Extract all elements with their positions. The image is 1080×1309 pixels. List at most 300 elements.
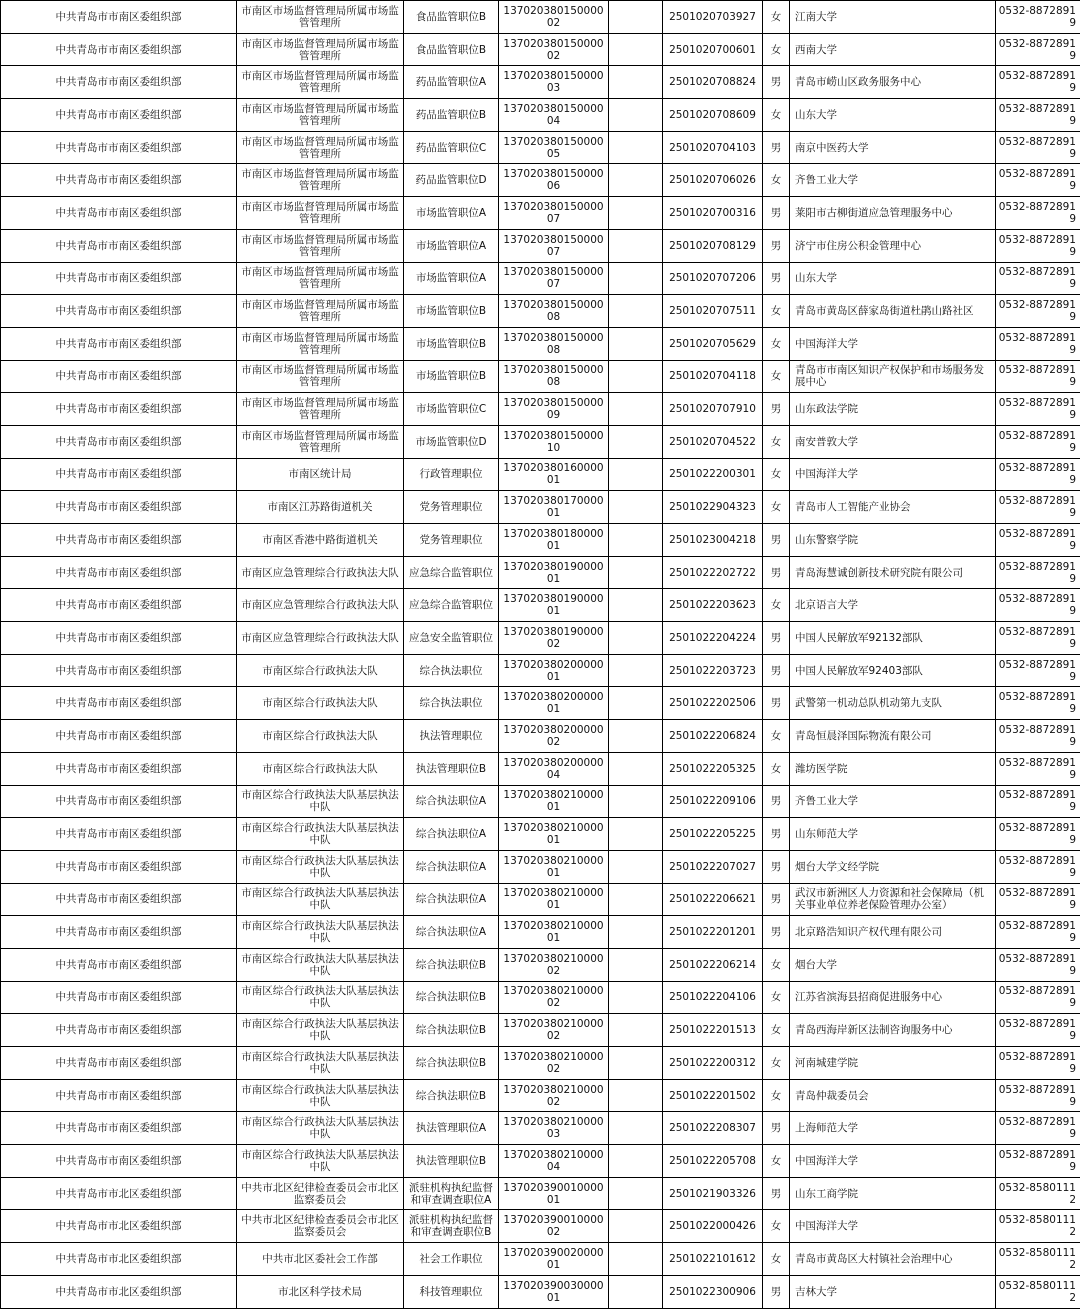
table-row	[1, 197, 1080, 230]
position-code-cell: 13702039002000001	[499, 1243, 609, 1276]
recruiting-dept-cell: 中共青岛市市南区委组织部	[1, 883, 237, 916]
recruiting-dept-cell: 中共青岛市市南区委组织部	[1, 295, 237, 328]
employer-cell: 市南区综合行政执法大队基层执法中队	[237, 850, 404, 883]
position-code-cell: 13702038021000001	[499, 883, 609, 916]
position-cell: 市场监管职位C	[404, 393, 499, 426]
blank-cell	[609, 1243, 663, 1276]
employer-cell: 中共市北区委社会工作部	[237, 1243, 404, 1276]
workplace-cell: 吉林大学	[790, 1275, 996, 1308]
phone-cell: 0532-88728919	[996, 589, 1080, 622]
employer-cell: 市南区综合行政执法大队	[237, 654, 404, 687]
table-row	[1, 1275, 1080, 1308]
blank-cell	[609, 818, 663, 851]
position-code-cell: 13702038021000001	[499, 818, 609, 851]
exam-id-cell: 2501022205325	[663, 752, 763, 785]
recruiting-dept-cell: 中共青岛市市南区委组织部	[1, 589, 237, 622]
position-code-cell: 13702038019000002	[499, 622, 609, 655]
workplace-cell: 江苏省滨海县招商促进服务中心	[790, 981, 996, 1014]
phone-cell: 0532-88728919	[996, 850, 1080, 883]
table-row	[1, 687, 1080, 720]
recruiting-dept-cell: 中共青岛市市南区委组织部	[1, 360, 237, 393]
position-code-cell: 13702038015000009	[499, 393, 609, 426]
recruiting-dept-cell: 中共青岛市市南区委组织部	[1, 1112, 237, 1145]
table-row	[1, 1014, 1080, 1047]
table-row	[1, 425, 1080, 458]
recruiting-dept-cell: 中共青岛市市南区委组织部	[1, 33, 237, 66]
employer-cell: 中共市北区纪律检查委员会市北区监察委员会	[237, 1177, 404, 1210]
blank-cell	[609, 33, 663, 66]
workplace-cell: 山东师范大学	[790, 818, 996, 851]
gender-cell: 男	[763, 229, 790, 262]
exam-id-cell: 2501022200301	[663, 458, 763, 491]
position-cell: 执法管理职位	[404, 720, 499, 753]
exam-id-cell: 2501020707910	[663, 393, 763, 426]
position-code-cell: 13702038021000001	[499, 850, 609, 883]
position-code-cell: 13702038020000004	[499, 752, 609, 785]
workplace-cell: 中国海洋大学	[790, 1210, 996, 1243]
workplace-cell: 烟台大学	[790, 948, 996, 981]
blank-cell	[609, 1275, 663, 1308]
employer-cell: 市南区综合行政执法大队基层执法中队	[237, 1145, 404, 1178]
recruiting-dept-cell: 中共青岛市市南区委组织部	[1, 99, 237, 132]
recruiting-dept-cell: 中共青岛市市南区委组织部	[1, 458, 237, 491]
workplace-cell: 中国海洋大学	[790, 1145, 996, 1178]
blank-cell	[609, 981, 663, 1014]
exam-id-cell: 2501022206824	[663, 720, 763, 753]
gender-cell: 女	[763, 295, 790, 328]
position-cell: 市场监管职位A	[404, 262, 499, 295]
table-row	[1, 622, 1080, 655]
phone-cell: 0532-88728919	[996, 948, 1080, 981]
employer-cell: 市南区综合行政执法大队基层执法中队	[237, 1014, 404, 1047]
blank-cell	[609, 1210, 663, 1243]
phone-cell: 0532-88728919	[996, 524, 1080, 557]
table-row	[1, 524, 1080, 557]
position-code-cell: 13702038015000005	[499, 131, 609, 164]
exam-id-cell: 2501020707511	[663, 295, 763, 328]
phone-cell: 0532-88728919	[996, 818, 1080, 851]
exam-id-cell: 2501023004218	[663, 524, 763, 557]
position-cell: 综合执法职位A	[404, 850, 499, 883]
exam-id-cell: 2501022201513	[663, 1014, 763, 1047]
workplace-cell: 中国人民解放军92403部队	[790, 654, 996, 687]
position-cell: 党务管理职位	[404, 491, 499, 524]
blank-cell	[609, 1079, 663, 1112]
position-cell: 派驻机构执纪监督和审查调查职位A	[404, 1177, 499, 1210]
phone-cell: 0532-88728919	[996, 720, 1080, 753]
workplace-cell: 青岛市市南区知识产权保护和市场服务发展中心	[790, 360, 996, 393]
phone-cell: 0532-88728919	[996, 327, 1080, 360]
table-row	[1, 850, 1080, 883]
employer-cell: 市南区市场监督管理局所属市场监管管理所	[237, 1, 404, 34]
employer-cell: 市南区市场监督管理局所属市场监管管理所	[237, 164, 404, 197]
position-cell: 市场监管职位A	[404, 229, 499, 262]
workplace-cell: 青岛海慧诚创新技术研究院有限公司	[790, 556, 996, 589]
employer-cell: 市南区综合行政执法大队	[237, 687, 404, 720]
employer-cell: 市北区科学技术局	[237, 1275, 404, 1308]
workplace-cell: 潍坊医学院	[790, 752, 996, 785]
exam-id-cell: 2501022209106	[663, 785, 763, 818]
gender-cell: 女	[763, 1210, 790, 1243]
blank-cell	[609, 883, 663, 916]
exam-id-cell: 2501020700316	[663, 197, 763, 230]
gender-cell: 女	[763, 589, 790, 622]
table-row	[1, 1079, 1080, 1112]
recruiting-dept-cell: 中共青岛市市南区委组织部	[1, 981, 237, 1014]
employer-cell: 市南区综合行政执法大队基层执法中队	[237, 1079, 404, 1112]
gender-cell: 女	[763, 164, 790, 197]
position-code-cell: 13702038021000002	[499, 1047, 609, 1080]
employer-cell: 市南区综合行政执法大队基层执法中队	[237, 981, 404, 1014]
exam-id-cell: 2501022208307	[663, 1112, 763, 1145]
position-cell: 科技管理职位	[404, 1275, 499, 1308]
table-row	[1, 720, 1080, 753]
blank-cell	[609, 1, 663, 34]
workplace-cell: 山东大学	[790, 99, 996, 132]
recruiting-dept-cell: 中共青岛市市南区委组织部	[1, 425, 237, 458]
position-code-cell: 13702038016000001	[499, 458, 609, 491]
employer-cell: 市南区综合行政执法大队	[237, 720, 404, 753]
phone-cell: 0532-85801112	[996, 1275, 1080, 1308]
gender-cell: 女	[763, 948, 790, 981]
position-cell: 综合执法职位B	[404, 1079, 499, 1112]
table-row	[1, 883, 1080, 916]
gender-cell: 女	[763, 1014, 790, 1047]
position-cell: 综合执法职位	[404, 654, 499, 687]
blank-cell	[609, 99, 663, 132]
phone-cell: 0532-88728919	[996, 99, 1080, 132]
position-cell: 综合执法职位B	[404, 981, 499, 1014]
phone-cell: 0532-88728919	[996, 458, 1080, 491]
table-row	[1, 1, 1080, 34]
recruiting-dept-cell: 中共青岛市市南区委组织部	[1, 687, 237, 720]
recruiting-dept-cell: 中共青岛市市南区委组织部	[1, 1145, 237, 1178]
employer-cell: 市南区综合行政执法大队基层执法中队	[237, 1047, 404, 1080]
position-code-cell: 13702038021000002	[499, 1014, 609, 1047]
employer-cell: 市南区综合行政执法大队基层执法中队	[237, 818, 404, 851]
gender-cell: 女	[763, 1145, 790, 1178]
position-cell: 执法管理职位B	[404, 752, 499, 785]
blank-cell	[609, 556, 663, 589]
exam-id-cell: 2501022904323	[663, 491, 763, 524]
phone-cell: 0532-85801112	[996, 1177, 1080, 1210]
table-row	[1, 785, 1080, 818]
exam-id-cell: 2501022203723	[663, 654, 763, 687]
recruiting-dept-cell: 中共青岛市市南区委组织部	[1, 327, 237, 360]
exam-id-cell: 2501020706026	[663, 164, 763, 197]
exam-id-cell: 2501020700601	[663, 33, 763, 66]
recruiting-dept-cell: 中共青岛市市南区委组织部	[1, 654, 237, 687]
position-code-cell: 13702038015000007	[499, 262, 609, 295]
gender-cell: 男	[763, 850, 790, 883]
position-cell: 综合执法职位A	[404, 916, 499, 949]
phone-cell: 0532-88728919	[996, 752, 1080, 785]
employer-cell: 中共市北区纪律检查委员会市北区监察委员会	[237, 1210, 404, 1243]
gender-cell: 男	[763, 1112, 790, 1145]
position-code-cell: 13702039001000002	[499, 1210, 609, 1243]
recruiting-dept-cell: 中共青岛市市北区委组织部	[1, 1210, 237, 1243]
exam-id-cell: 2501020704522	[663, 425, 763, 458]
table-row	[1, 981, 1080, 1014]
employer-cell: 市南区市场监督管理局所属市场监管管理所	[237, 197, 404, 230]
position-code-cell: 13702039001000001	[499, 1177, 609, 1210]
position-cell: 综合执法职位B	[404, 1047, 499, 1080]
blank-cell	[609, 66, 663, 99]
phone-cell: 0532-88728919	[996, 1079, 1080, 1112]
blank-cell	[609, 916, 663, 949]
exam-id-cell: 2501022205225	[663, 818, 763, 851]
gender-cell: 女	[763, 720, 790, 753]
gender-cell: 男	[763, 556, 790, 589]
recruiting-dept-cell: 中共青岛市市南区委组织部	[1, 393, 237, 426]
employer-cell: 市南区市场监督管理局所属市场监管管理所	[237, 99, 404, 132]
recruiting-dept-cell: 中共青岛市市南区委组织部	[1, 785, 237, 818]
exam-id-cell: 2501020703927	[663, 1, 763, 34]
blank-cell	[609, 197, 663, 230]
workplace-cell: 武警第一机动总队机动第九支队	[790, 687, 996, 720]
workplace-cell: 济宁市住房公积金管理中心	[790, 229, 996, 262]
workplace-cell: 烟台大学文经学院	[790, 850, 996, 883]
exam-id-cell: 2501020704103	[663, 131, 763, 164]
phone-cell: 0532-88728919	[996, 687, 1080, 720]
phone-cell: 0532-85801112	[996, 1243, 1080, 1276]
position-code-cell: 13702038015000008	[499, 360, 609, 393]
recruiting-dept-cell: 中共青岛市市南区委组织部	[1, 491, 237, 524]
exam-id-cell: 2501020704118	[663, 360, 763, 393]
exam-id-cell: 2501022200312	[663, 1047, 763, 1080]
workplace-cell: 上海师范大学	[790, 1112, 996, 1145]
table-row	[1, 752, 1080, 785]
position-code-cell: 13702038021000004	[499, 1145, 609, 1178]
recruiting-dept-cell: 中共青岛市市南区委组织部	[1, 948, 237, 981]
phone-cell: 0532-88728919	[996, 1145, 1080, 1178]
phone-cell: 0532-88728919	[996, 916, 1080, 949]
exam-id-cell: 2501022206214	[663, 948, 763, 981]
recruiting-dept-cell: 中共青岛市市南区委组织部	[1, 752, 237, 785]
gender-cell: 女	[763, 1047, 790, 1080]
blank-cell	[609, 1047, 663, 1080]
position-cell: 市场监管职位B	[404, 360, 499, 393]
gender-cell: 女	[763, 981, 790, 1014]
workplace-cell: 河南城建学院	[790, 1047, 996, 1080]
recruiting-dept-cell: 中共青岛市市南区委组织部	[1, 164, 237, 197]
table-row	[1, 131, 1080, 164]
blank-cell	[609, 1014, 663, 1047]
workplace-cell: 齐鲁工业大学	[790, 785, 996, 818]
position-cell: 市场监管职位B	[404, 327, 499, 360]
position-code-cell: 13702038019000001	[499, 556, 609, 589]
gender-cell: 男	[763, 66, 790, 99]
employer-cell: 市南区香港中路街道机关	[237, 524, 404, 557]
exam-id-cell: 2501022101612	[663, 1243, 763, 1276]
employer-cell: 市南区应急管理综合行政执法大队	[237, 556, 404, 589]
position-cell: 食品监管职位B	[404, 33, 499, 66]
recruiting-dept-cell: 中共青岛市市南区委组织部	[1, 262, 237, 295]
employer-cell: 市南区应急管理综合行政执法大队	[237, 589, 404, 622]
table-row	[1, 1047, 1080, 1080]
phone-cell: 0532-88728919	[996, 981, 1080, 1014]
table-row	[1, 327, 1080, 360]
exam-id-cell: 2501022203623	[663, 589, 763, 622]
phone-cell: 0532-88728919	[996, 1014, 1080, 1047]
recruiting-dept-cell: 中共青岛市市北区委组织部	[1, 1275, 237, 1308]
workplace-cell: 山东工商学院	[790, 1177, 996, 1210]
blank-cell	[609, 131, 663, 164]
position-cell: 市场监管职位B	[404, 295, 499, 328]
position-cell: 食品监管职位B	[404, 1, 499, 34]
phone-cell: 0532-88728919	[996, 1, 1080, 34]
table-row	[1, 1112, 1080, 1145]
position-cell: 市场监管职位D	[404, 425, 499, 458]
blank-cell	[609, 295, 663, 328]
phone-cell: 0532-88728919	[996, 229, 1080, 262]
workplace-cell: 北京路浩知识产权代理有限公司	[790, 916, 996, 949]
phone-cell: 0532-88728919	[996, 66, 1080, 99]
phone-cell: 0532-88728919	[996, 1112, 1080, 1145]
blank-cell	[609, 458, 663, 491]
position-code-cell: 13702038015000008	[499, 295, 609, 328]
position-code-cell: 13702038017000001	[499, 491, 609, 524]
employer-cell: 市南区综合行政执法大队基层执法中队	[237, 948, 404, 981]
workplace-cell: 青岛市黄岛区大村镇社会治理中心	[790, 1243, 996, 1276]
recruiting-dept-cell: 中共青岛市市南区委组织部	[1, 1079, 237, 1112]
employer-cell: 市南区市场监督管理局所属市场监管管理所	[237, 131, 404, 164]
exam-id-cell: 2501020708129	[663, 229, 763, 262]
employer-cell: 市南区综合行政执法大队	[237, 752, 404, 785]
blank-cell	[609, 1112, 663, 1145]
workplace-cell: 青岛仲裁委员会	[790, 1079, 996, 1112]
position-code-cell: 13702038021000001	[499, 785, 609, 818]
gender-cell: 男	[763, 785, 790, 818]
gender-cell: 女	[763, 752, 790, 785]
position-cell: 综合执法职位A	[404, 818, 499, 851]
phone-cell: 0532-88728919	[996, 425, 1080, 458]
gender-cell: 男	[763, 818, 790, 851]
employer-cell: 市南区综合行政执法大队基层执法中队	[237, 916, 404, 949]
phone-cell: 0532-88728919	[996, 33, 1080, 66]
employer-cell: 市南区市场监督管理局所属市场监管管理所	[237, 33, 404, 66]
exam-id-cell: 2501022202722	[663, 556, 763, 589]
employer-cell: 市南区市场监督管理局所属市场监管管理所	[237, 327, 404, 360]
blank-cell	[609, 687, 663, 720]
employer-cell: 市南区市场监督管理局所属市场监管管理所	[237, 393, 404, 426]
phone-cell: 0532-88728919	[996, 1047, 1080, 1080]
position-code-cell: 13702038015000007	[499, 197, 609, 230]
exam-id-cell: 2501022205708	[663, 1145, 763, 1178]
blank-cell	[609, 229, 663, 262]
position-cell: 药品监管职位B	[404, 99, 499, 132]
gender-cell: 男	[763, 687, 790, 720]
phone-cell: 0532-88728919	[996, 785, 1080, 818]
table-body	[1, 1, 1080, 1309]
recruiting-dept-cell: 中共青岛市市南区委组织部	[1, 556, 237, 589]
gender-cell: 男	[763, 1177, 790, 1210]
recruiting-dept-cell: 中共青岛市市南区委组织部	[1, 131, 237, 164]
exam-id-cell: 2501022204106	[663, 981, 763, 1014]
gender-cell: 女	[763, 1243, 790, 1276]
position-cell: 综合执法职位	[404, 687, 499, 720]
employer-cell: 市南区市场监督管理局所属市场监管管理所	[237, 262, 404, 295]
position-cell: 综合执法职位B	[404, 948, 499, 981]
phone-cell: 0532-88728919	[996, 622, 1080, 655]
recruiting-dept-cell: 中共青岛市市南区委组织部	[1, 850, 237, 883]
workplace-cell: 山东政法学院	[790, 393, 996, 426]
workplace-cell: 江南大学	[790, 1, 996, 34]
position-cell: 综合执法职位A	[404, 785, 499, 818]
workplace-cell: 青岛市崂山区政务服务中心	[790, 66, 996, 99]
table-row	[1, 99, 1080, 132]
gender-cell: 男	[763, 1275, 790, 1308]
exam-id-cell: 2501020707206	[663, 262, 763, 295]
position-cell: 社会工作职位	[404, 1243, 499, 1276]
table-row	[1, 295, 1080, 328]
position-cell: 应急综合监管职位	[404, 589, 499, 622]
exam-id-cell: 2501022201502	[663, 1079, 763, 1112]
table-row	[1, 360, 1080, 393]
workplace-cell: 武汉市新洲区人力资源和社会保障局（机关事业单位养老保险管理办公室）	[790, 883, 996, 916]
gender-cell: 女	[763, 99, 790, 132]
gender-cell: 男	[763, 883, 790, 916]
position-code-cell: 13702038015000002	[499, 1, 609, 34]
position-cell: 执法管理职位A	[404, 1112, 499, 1145]
blank-cell	[609, 752, 663, 785]
blank-cell	[609, 850, 663, 883]
table-row	[1, 66, 1080, 99]
exam-id-cell: 2501022300906	[663, 1275, 763, 1308]
table-row	[1, 458, 1080, 491]
position-code-cell: 13702038019000001	[499, 589, 609, 622]
phone-cell: 0532-88728919	[996, 295, 1080, 328]
position-code-cell: 13702038015000002	[499, 33, 609, 66]
blank-cell	[609, 654, 663, 687]
position-cell: 综合执法职位A	[404, 883, 499, 916]
phone-cell: 0532-88728919	[996, 262, 1080, 295]
workplace-cell: 中国人民解放军92132部队	[790, 622, 996, 655]
position-code-cell: 13702038015000008	[499, 327, 609, 360]
position-code-cell: 13702039003000001	[499, 1275, 609, 1308]
workplace-cell: 莱阳市古柳街道应急管理服务中心	[790, 197, 996, 230]
recruiting-dept-cell: 中共青岛市市北区委组织部	[1, 1177, 237, 1210]
workplace-cell: 齐鲁工业大学	[790, 164, 996, 197]
gender-cell: 女	[763, 491, 790, 524]
table-row	[1, 556, 1080, 589]
position-cell: 执法管理职位B	[404, 1145, 499, 1178]
workplace-cell: 山东大学	[790, 262, 996, 295]
employer-cell: 市南区市场监督管理局所属市场监管管理所	[237, 295, 404, 328]
recruiting-dept-cell: 中共青岛市市南区委组织部	[1, 622, 237, 655]
employer-cell: 市南区综合行政执法大队基层执法中队	[237, 883, 404, 916]
recruiting-dept-cell: 中共青岛市市南区委组织部	[1, 818, 237, 851]
workplace-cell: 青岛市黄岛区薛家岛街道杜鹃山路社区	[790, 295, 996, 328]
position-code-cell: 13702038015000010	[499, 425, 609, 458]
table-row	[1, 818, 1080, 851]
gender-cell: 男	[763, 197, 790, 230]
gender-cell: 男	[763, 262, 790, 295]
phone-cell: 0532-88728919	[996, 491, 1080, 524]
gender-cell: 女	[763, 425, 790, 458]
gender-cell: 男	[763, 622, 790, 655]
exam-id-cell: 2501022204224	[663, 622, 763, 655]
position-cell: 派驻机构执纪监督和审查调查职位B	[404, 1210, 499, 1243]
phone-cell: 0532-88728919	[996, 164, 1080, 197]
workplace-cell: 南京中医药大学	[790, 131, 996, 164]
position-cell: 应急安全监管职位	[404, 622, 499, 655]
position-code-cell: 13702038015000006	[499, 164, 609, 197]
table-row	[1, 164, 1080, 197]
phone-cell: 0532-88728919	[996, 883, 1080, 916]
phone-cell: 0532-88728919	[996, 131, 1080, 164]
phone-cell: 0532-88728919	[996, 197, 1080, 230]
